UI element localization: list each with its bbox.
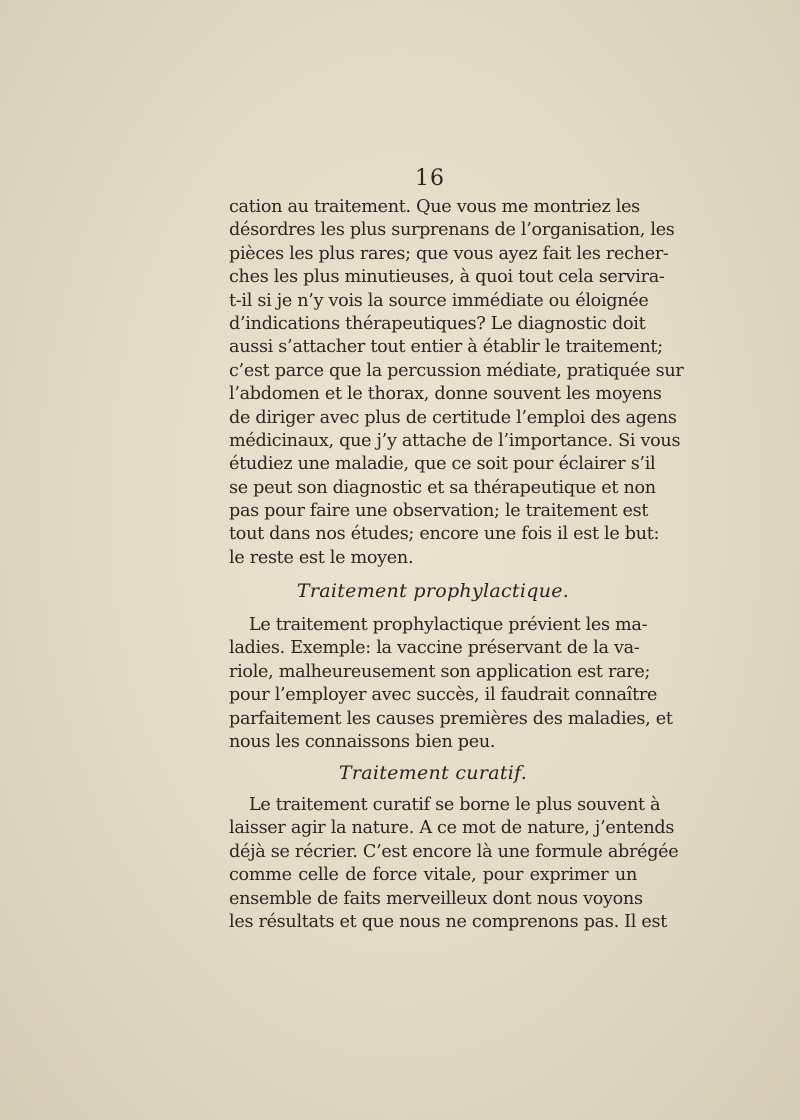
- paragraph-prophylactic: [229, 614, 673, 754]
- text-line: désordres les plus surprenans de l’organisation, les: [229, 220, 675, 241]
- text-line: le reste est le moyen.: [229, 547, 414, 568]
- text-line: comme celle de force vitale, pour exprimer un: [229, 865, 637, 886]
- text-line: les résultats et que nous ne comprenons pas. Il est: [229, 911, 668, 932]
- text-line: cation au traitement. Que vous me montriez les: [229, 197, 640, 217]
- section-heading-prophylactic: Traitement prophylactique.: [296, 580, 570, 602]
- text-line: d’indications thérapeutiques? Le diagnostic doit: [229, 313, 646, 334]
- section-heading-curative: Traitement curatif.: [338, 762, 528, 784]
- text-line: parfaitement les causes premières des maladies, et: [229, 708, 673, 729]
- text-line: déjà se récrier. C’est encore là une formule abrégée: [229, 841, 679, 862]
- text-line: se peut son diagnostic et sa thérapeutique et non: [229, 477, 656, 498]
- text-line: ensemble de faits merveilleux dont nous voyons: [229, 888, 643, 909]
- text-line: aussi s’attacher tout entier à établir le traitement;: [229, 337, 663, 358]
- text-line: laisser agir la nature. A ce mot de nature, j’entends: [229, 818, 675, 839]
- text-line: Le traitement curatif se borne le plus souvent à: [249, 795, 661, 815]
- text-line: riole, malheureusement son application est rare;: [229, 661, 651, 682]
- text-line: pas pour faire une observation; le traitement est: [229, 501, 649, 522]
- text-line: étudiez une maladie, que ce soit pour éclairer s’il: [229, 454, 656, 475]
- text-line: nous les connaissons bien peu.: [229, 731, 496, 752]
- text-line: tout dans nos études; encore une fois il est le but:: [229, 524, 660, 545]
- text-line: de diriger avec plus de certitude l’emploi des agens: [229, 407, 677, 428]
- text-line: Le traitement prophylactique prévient les ma-: [249, 615, 648, 635]
- paragraph-curative: [229, 794, 679, 934]
- text-line: l’abdomen et le thorax, donne souvent les moyens: [229, 384, 662, 405]
- text-line: c’est parce que la percussion médiate, pratiquée sur: [229, 360, 684, 381]
- text-line: médicinaux, que j’y attache de l’importance. Si vous: [229, 430, 681, 451]
- text-line: pour l’employer avec succès, il faudrait connaître: [229, 685, 658, 706]
- text-line: pièces les plus rares; que vous ayez fait les recher-: [229, 243, 669, 264]
- paragraph-diagnostic: [229, 196, 684, 570]
- page-number: 16: [415, 166, 445, 191]
- text-line: t-il si je n’y vois la source immédiate ou éloignée: [229, 290, 649, 311]
- text-line: ladies. Exemple: la vaccine préservant de la va-: [229, 638, 640, 659]
- text-line: ches les plus minutieuses, à quoi tout cela servira-: [229, 267, 665, 288]
